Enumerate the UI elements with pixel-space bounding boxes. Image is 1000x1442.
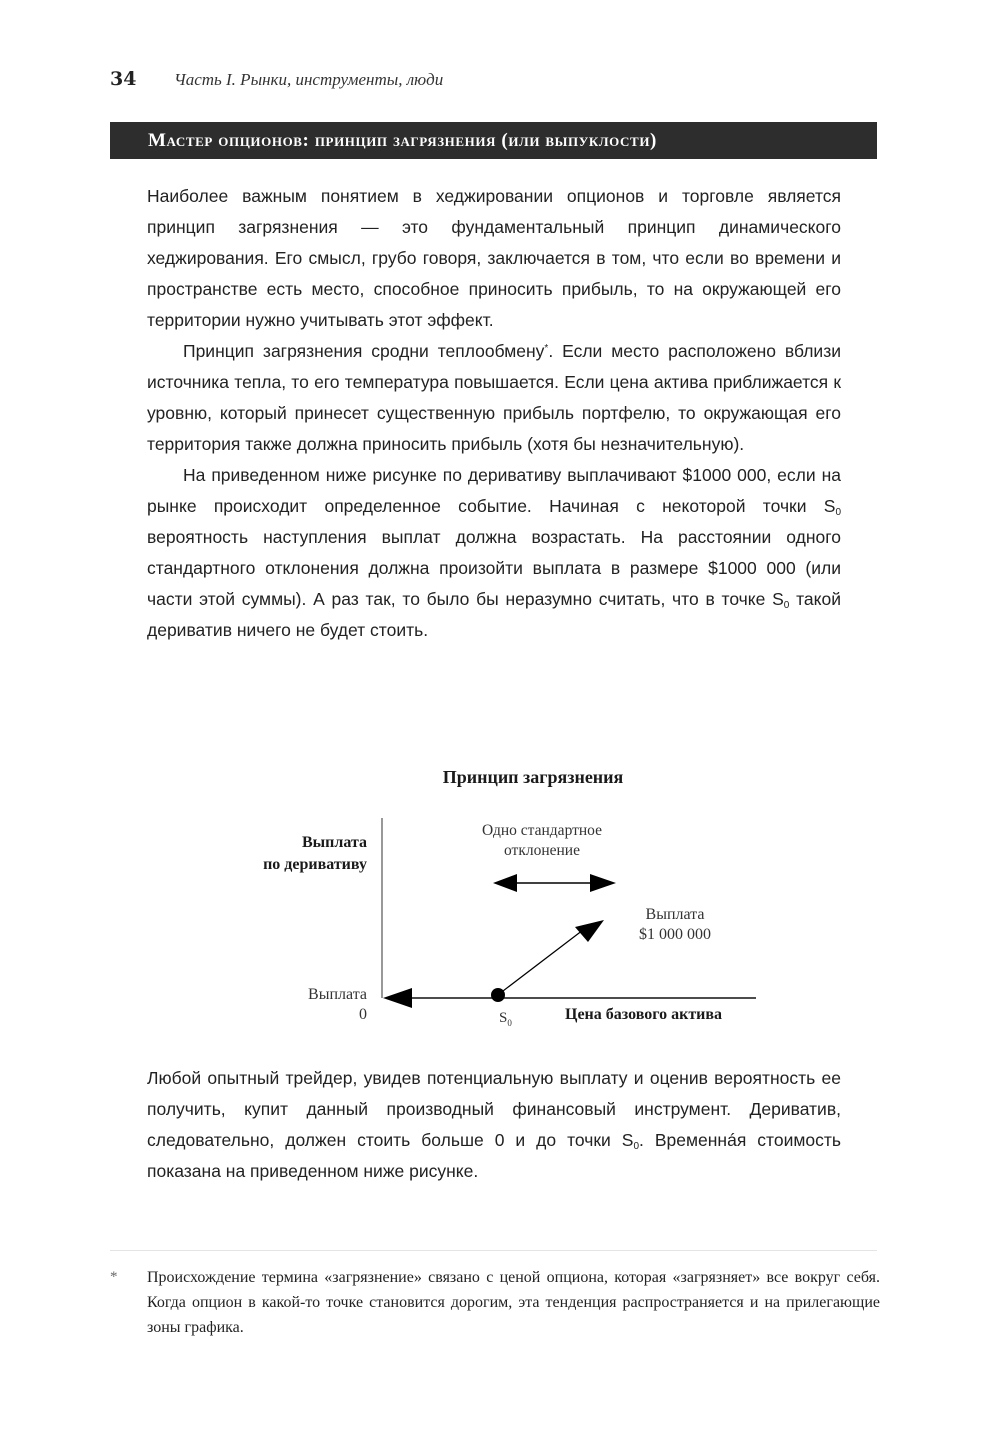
stddev-label: Одно стандартное отклонение — [481, 822, 602, 859]
body-text-before-figure — [147, 181, 841, 646]
footnote — [110, 1265, 880, 1340]
footnote-text: Происхождение термина «загрязнение» связано с ценой опциона, которая «загрязняет» все вокруг себя. Когда опцион в какой-то точке становится дорогим, эта тенденция распространяется и на прилегающие зоны графика. — [147, 1269, 880, 1336]
figure-title: Принцип загрязнения — [442, 767, 624, 787]
axis-left-arrowhead-icon — [383, 988, 412, 1008]
y-axis-label: Выплата по деривативу — [263, 834, 367, 873]
footnote-reference[interactable]: * — [544, 343, 549, 354]
paragraph-4: Любой опытный трейдер, увидев потенциальную выплату и оценив вероятность ее получить, купит данный производный финансовый инструмент. Дериватив, следовательно, должен стоить больше 0 и до точки $S_0$. Временнáя стоимость показана на приведенном ниже рисунке. — [147, 1068, 841, 1181]
paragraph-2: Принцип загрязнения сродни теплообмену*. Если место расположено вблизи источника тепла, то его температура повышается. Если цена актива приближается к уровню, который принесет существенную прибыль портфелю, то окружающая его территория также должна приносить прибыль (хотя бы незначительную). — [147, 341, 842, 454]
page-number: 34 — [110, 68, 137, 90]
s0-label: $S_0$ — [499, 1010, 512, 1028]
paragraph-3: На приведенном ниже рисунке по деривативу выплачивают $1000 000, если на рынке происходит определенное событие. Начиная с некоторой точки $S_0$ вероятность наступления выплат должна возрастать. На расстоянии одного стандартного отклонения должна произойти выплата в размере $1000 000 (или части этой суммы). А раз так, то было бы неразумно считать, что в точке $S_0$ такой дериватив ничего не будет стоить. — [147, 465, 841, 640]
body-text-after-figure — [147, 1063, 841, 1187]
running-header — [110, 68, 443, 98]
payout-zero-label: Выплата 0 — [308, 986, 367, 1023]
section-heading-bar — [110, 122, 877, 159]
section-title: Мастер опционов: принцип загрязнения (или выпуклости) — [148, 129, 657, 151]
contamination-principle-figure — [240, 760, 770, 1040]
stddev-arrow-right-head-icon — [590, 874, 616, 892]
payout-diagonal-arrow-line — [503, 930, 583, 991]
x-axis-label: Цена базового актива — [565, 1006, 723, 1023]
paragraph-1: Наиболее важным понятием в хеджировании опционов и торговле является принцип загрязнения — это фундаментальный принцип динамического хеджирования. Его смысл, грубо говоря, заключается в том, что если во времени и пространстве есть место, способное приносить прибыль, то на окружающей его территории нужно учитывать этот эффект. — [147, 186, 841, 330]
footnote-divider — [110, 1250, 877, 1251]
stddev-arrow-left-head-icon — [493, 874, 517, 892]
s0-point-marker — [491, 988, 505, 1002]
running-title: Часть I. Рынки, инструменты, люди — [174, 70, 444, 89]
payout-diagonal-arrowhead-icon — [575, 920, 604, 942]
footnote-mark: * — [110, 1269, 118, 1285]
payout-million-label: Выплата $1 000 000 — [639, 906, 711, 943]
